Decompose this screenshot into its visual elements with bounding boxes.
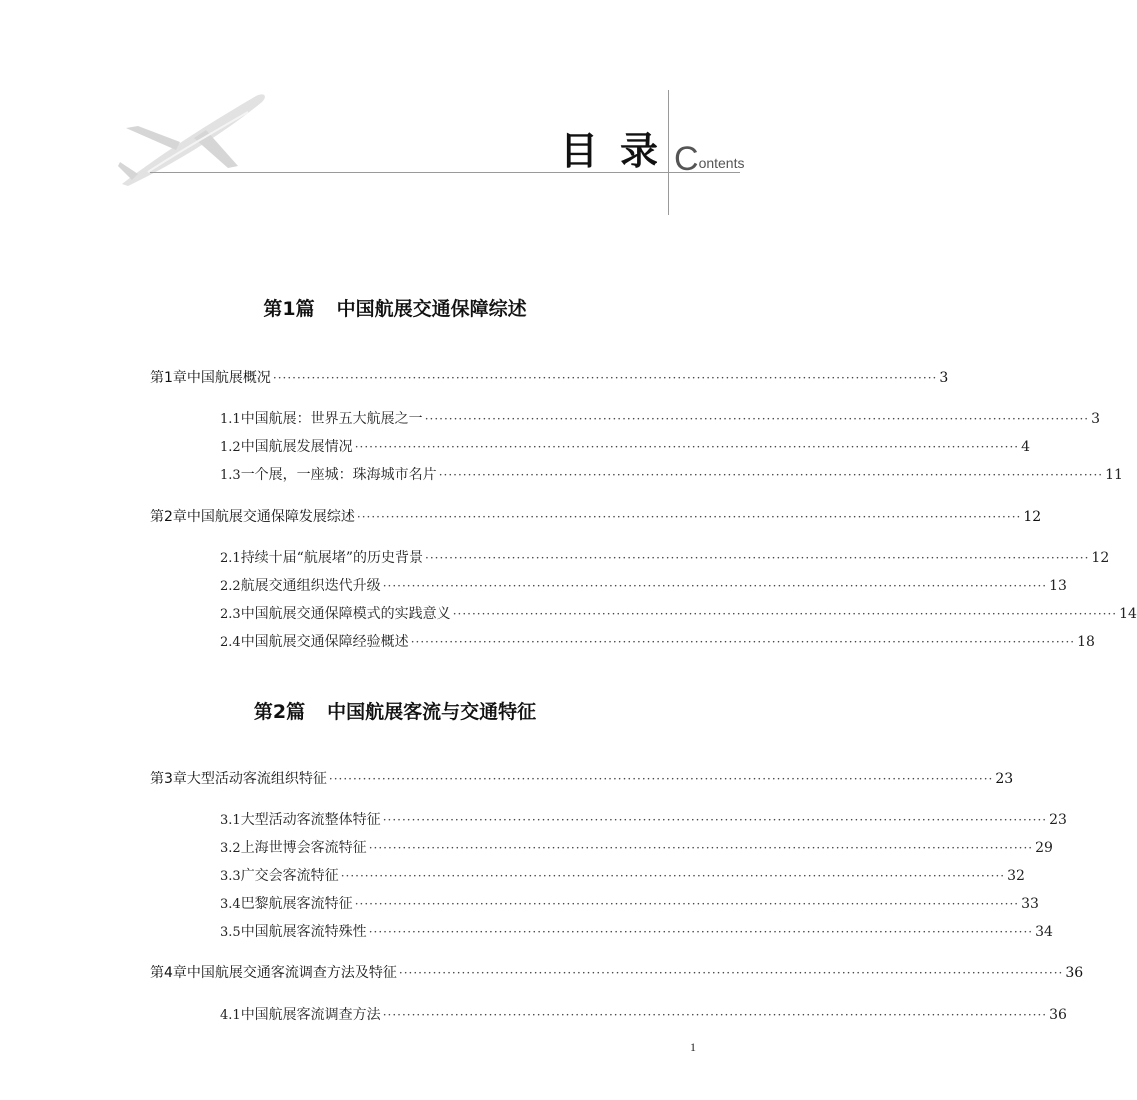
- leader-dots: ··········································································································································: [382, 1008, 1048, 1022]
- section-number: 3.4: [220, 897, 241, 912]
- chapter-title: 中国航展交通保障发展综述: [186, 509, 355, 525]
- leader-dots: ··········································································································································: [354, 897, 1020, 911]
- page-number: 11: [1105, 467, 1123, 483]
- toc-section-row[interactable]: [220, 893, 1039, 913]
- title-en-rest: ontents: [698, 155, 745, 171]
- chapter-label: 第4章: [150, 965, 187, 981]
- leader-dots: ··········································································································································: [410, 635, 1076, 649]
- leader-dots: ··········································································································································: [382, 579, 1048, 593]
- section-title: 航展交通组织迭代升级: [240, 578, 381, 594]
- page-number: 36: [1049, 1007, 1067, 1023]
- toc-section-row[interactable]: [220, 464, 1123, 484]
- leader-dots: ··········································································································································: [452, 607, 1118, 621]
- section-title: 巴黎航展客流特征: [240, 896, 353, 912]
- chapter-title: 中国航展交通客流调查方法及特征: [186, 965, 397, 981]
- part-heading: [0, 294, 790, 321]
- section-number: 3.3: [220, 869, 241, 884]
- toc-section-row[interactable]: [220, 408, 1101, 428]
- part-label: 第2篇: [253, 701, 306, 723]
- toc-section-row[interactable]: [220, 436, 1031, 456]
- section-number: 2.1: [220, 551, 241, 566]
- page-number: 3: [1091, 411, 1101, 427]
- part-title: 中国航展交通保障综述: [336, 298, 527, 320]
- page-title-english: [674, 140, 745, 178]
- leader-dots: ··········································································································································: [382, 813, 1048, 827]
- page-number: 12: [1023, 509, 1042, 525]
- page-number: 34: [1035, 924, 1053, 940]
- page-number: 13: [1049, 578, 1067, 594]
- part-label: 第1篇: [263, 298, 315, 320]
- toc-section-row[interactable]: [220, 1004, 1067, 1024]
- chapter-title: 大型活动客流组织特征: [186, 771, 327, 787]
- toc-section-row[interactable]: [220, 809, 1067, 829]
- section-title: 中国航展客流调查方法: [240, 1007, 381, 1023]
- footer-page-number: 1: [690, 1040, 696, 1054]
- chapter-label: 第1章: [150, 370, 187, 386]
- toc-section-row[interactable]: [220, 631, 1095, 651]
- section-number: 3.2: [220, 841, 241, 856]
- toc-section-row[interactable]: [220, 547, 1110, 567]
- section-number: 2.4: [220, 635, 241, 650]
- leader-dots: ··········································································································································: [425, 551, 1090, 565]
- chapter-label: 第2章: [150, 509, 187, 525]
- page-number: 29: [1035, 840, 1053, 856]
- toc-chapter-row[interactable]: [150, 367, 949, 387]
- toc-section-row[interactable]: [220, 575, 1067, 595]
- section-number: 2.3: [220, 607, 241, 622]
- page-number: 32: [1007, 868, 1025, 884]
- part-heading: [0, 697, 790, 724]
- airplane-icon: [118, 86, 268, 186]
- section-number: 3.5: [220, 925, 241, 940]
- part-title: 中国航展客流与交通特征: [327, 701, 537, 723]
- leader-dots: ··········································································································································: [328, 772, 994, 786]
- section-title: 大型活动客流整体特征: [240, 812, 381, 828]
- page-number: 4: [1021, 439, 1031, 455]
- section-title: 广交会客流特征: [240, 868, 339, 884]
- toc-section-row[interactable]: [220, 921, 1053, 941]
- page-number: 12: [1091, 550, 1110, 566]
- toc-chapter-row[interactable]: [150, 506, 1042, 526]
- page-number: 14: [1119, 606, 1137, 622]
- section-number: 3.1: [220, 813, 241, 828]
- section-title: 一个展，一座城：珠海城市名片: [240, 467, 437, 483]
- title-en-initial: C: [674, 140, 699, 178]
- page-title: 目录: [560, 129, 681, 173]
- leader-dots: ··········································································································································: [398, 966, 1064, 980]
- page-number: 33: [1021, 896, 1039, 912]
- section-number: 1.1: [220, 412, 241, 427]
- page-number: 3: [939, 370, 949, 386]
- section-number: 2.2: [220, 579, 241, 594]
- toc-chapter-row[interactable]: [150, 962, 1084, 982]
- page-number: 23: [1049, 812, 1067, 828]
- section-title: 中国航展发展情况: [240, 439, 353, 455]
- leader-dots: ··········································································································································: [340, 869, 1006, 883]
- page-number: 23: [995, 771, 1014, 787]
- chapter-title: 中国航展概况: [186, 370, 271, 386]
- section-title: 中国航展：世界五大航展之一: [240, 411, 423, 427]
- leader-dots: ··········································································································································: [354, 440, 1020, 454]
- chapter-label: 第3章: [150, 771, 187, 787]
- leader-dots: ··········································································································································: [368, 841, 1034, 855]
- page-number: 36: [1065, 965, 1084, 981]
- section-title: 持续十届“航展堵”的历史背景: [240, 550, 424, 566]
- section-title: 中国航展交通保障经验概述: [240, 634, 409, 650]
- toc-chapter-row[interactable]: [150, 768, 1014, 788]
- toc-section-row[interactable]: [220, 865, 1025, 885]
- leader-dots: ··········································································································································: [368, 925, 1034, 939]
- section-number: 1.2: [220, 440, 241, 455]
- section-title: 中国航展交通保障模式的实践意义: [240, 606, 451, 622]
- section-number: 4.1: [220, 1008, 241, 1023]
- leader-dots: ··········································································································································: [356, 510, 1022, 524]
- leader-dots: ··········································································································································: [272, 371, 938, 385]
- leader-dots: ··········································································································································: [424, 412, 1090, 426]
- section-title: 中国航展客流特殊性: [240, 924, 367, 940]
- leader-dots: ··········································································································································: [438, 468, 1104, 482]
- section-number: 1.3: [220, 468, 241, 483]
- toc-section-row[interactable]: [220, 837, 1053, 857]
- page-number: 18: [1077, 634, 1095, 650]
- section-title: 上海世博会客流特征: [240, 840, 367, 856]
- toc-section-row[interactable]: [220, 603, 1137, 623]
